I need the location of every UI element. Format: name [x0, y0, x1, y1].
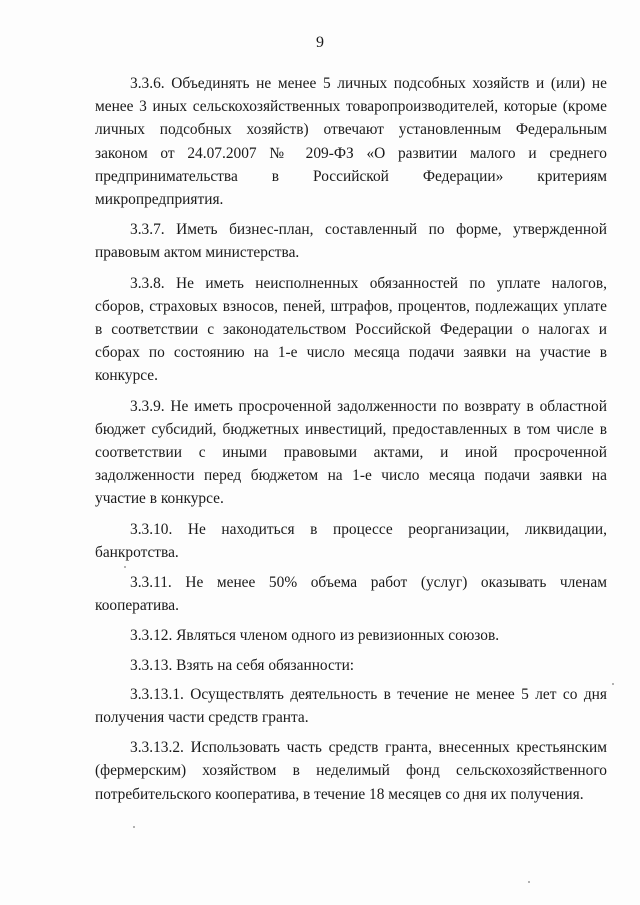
page-number: 9 [316, 34, 324, 51]
paragraph-3-3-12: 3.3.12. Являться членом одного из ревизионных союзов. [130, 627, 500, 645]
scan-speck [528, 881, 530, 883]
scan-speck [612, 683, 614, 685]
paragraph-3-3-9: 3.3.9. Не иметь просроченной задолженности по возврату в областной бюджет субсидий, бюджетных инвестиций, предоставленных в том числе в соответствии с иными правовыми актами, и иной просроченной задолженности перед бюджетом на 1-е число месяца подачи заявки на участие в конкурсе. [95, 397, 607, 508]
scan-speck [124, 566, 126, 568]
paragraph-3-3-13-1: 3.3.13.1. Осуществлять деятельность в течение не менее 5 лет со дня получения части средств гранта. [95, 685, 607, 727]
document-body [95, 72, 607, 813]
scan-speck [133, 826, 135, 828]
paragraph-3-3-13: 3.3.13. Взять на себя обязанности: [130, 656, 355, 674]
paragraph-3-3-6: 3.3.6. Объединять не менее 5 личных подсобных хозяйств и (или) не менее 3 иных сельскохозяйственных товаропроизводителей, которые (кроме личных подсобных хозяйств) отвечают установленным Федеральным законом от 24.07.2007 № 209-ФЗ «О развитии малого и среднего предпринимательства в Российской Федерации» критериям микропредприятия. [95, 75, 607, 209]
paragraph-3-3-8: 3.3.8. Не иметь неисполненных обязанностей по уплате налогов, сборов, страховых взносов, пеней, штрафов, процентов, подлежащих уплате в соответствии с законодательством Российской Федерации о налогах и сборах по состоянию на 1-е число месяца подачи заявки на участие в конкурсе. [95, 274, 607, 385]
paragraph-3-3-13-2: 3.3.13.2. Использовать часть средств гранта, внесенных крестьянским (фермерским) хозяйством в неделимый фонд сельскохозяйственного потребительского кооператива, в течение 18 месяцев со дня их получения. [95, 739, 607, 803]
paragraph-3-3-11: 3.3.11. Не менее 50% объема работ (услуг) оказывать членам кооператива. [95, 574, 607, 615]
paragraph-3-3-10: 3.3.10. Не находиться в процессе реорганизации, ликвидации, банкротства. [95, 520, 607, 561]
paragraph-3-3-7: 3.3.7. Иметь бизнес-план, составленный по форме, утвержденной правовым актом министерства. [95, 221, 607, 262]
